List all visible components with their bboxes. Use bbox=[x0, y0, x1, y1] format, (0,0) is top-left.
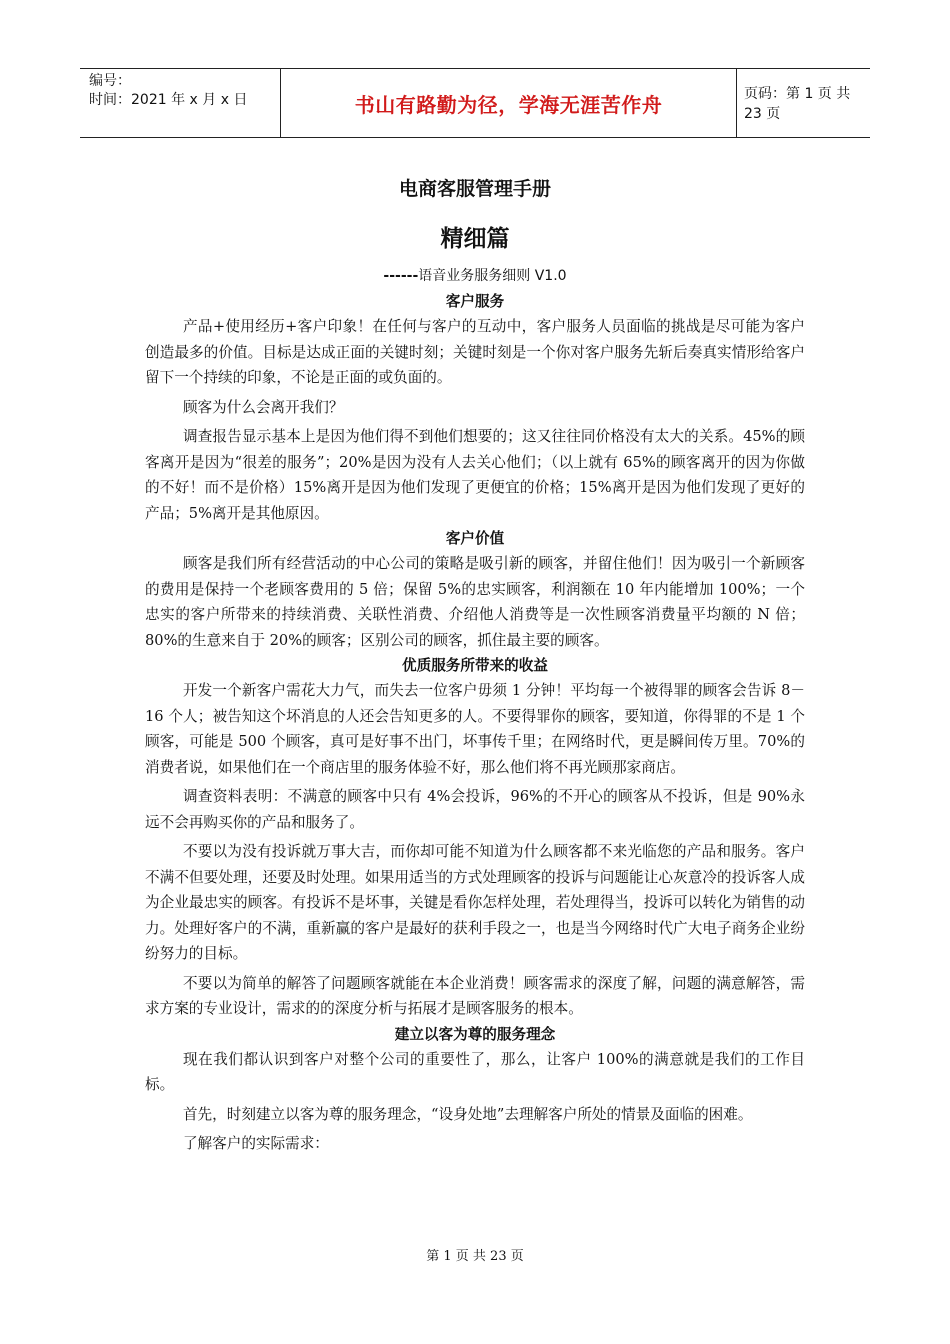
version-prefix: ------ bbox=[383, 268, 419, 284]
paragraph: 不要以为简单的解答了问题顾客就能在本企业消费！顾客需求的深度了解，问题的满意解答，需求方案的专业设计，需求的的深度分析与拓展才是顾客服务的根本。 bbox=[145, 974, 805, 1017]
document-subtitle: 精细篇 bbox=[440, 226, 510, 252]
section-heading-customer-value: 客户价值 bbox=[445, 530, 505, 547]
version-text: 语音业务服务细则 V1.0 bbox=[418, 268, 567, 284]
document-number-label: 编号： bbox=[89, 73, 131, 89]
page-footer: 第 1 页 共 23 页 bbox=[426, 1249, 524, 1264]
document-version-line bbox=[0, 265, 950, 285]
paragraph: 顾客为什么会离开我们？ bbox=[182, 398, 344, 416]
section-heading-customer-service: 客户服务 bbox=[445, 293, 505, 310]
section-heading-service-benefits: 优质服务所带来的收益 bbox=[402, 657, 548, 674]
paragraph: 了解客户的实际需求： bbox=[182, 1135, 329, 1152]
page-code-label: 页码：第 1 页 共 23 页 bbox=[744, 86, 851, 122]
motto-text: 书山有路勤为径，学海无涯苦作舟 bbox=[354, 92, 663, 117]
paragraph: 调查报告显示基本上是因为他们得不到他们想要的；这又往往同价格没有太大的关系。45%的顾客离开是因为“很差的服务”；20%是因为没有人去关心他们；（以上就有 65%的顾客离开的因为你做的不好！而不是价格）15%离开是因为他们发现了更便宜的价格；15%离开是因为他们发现了更好的产品；5%离开是其他原因。 bbox=[145, 428, 805, 522]
paragraph: 调查资料表明：不满意的顾客中只有 4%会投诉，96%的不开心的顾客从不投诉，但是 90%永远不会再购买你的产品和服务了。 bbox=[145, 788, 805, 831]
header-table bbox=[80, 68, 870, 138]
document-body bbox=[145, 289, 805, 1157]
paragraph: 首先，时刻建立以客为尊的服务理念，“设身处地”去理解客户所处的情景及面临的困难。 bbox=[182, 1105, 753, 1123]
paragraph: 开发一个新客户需花大力气，而失去一位客户毋须 1 分钟！平均每一个被得罪的顾客会告诉 8－16 个人；被告知这个坏消息的人还会告知更多的人。不要得罪你的顾客，要知道，你得罪的不是 1 个顾客，可能是 500 个顾客，真可是好事不出门，坏事传千里；在网络时代，更是瞬间传万里。70%的消费者说，如果他们在一个商店里的服务体验不好，那么他们将不再光顾那家商店。 bbox=[145, 682, 805, 776]
paragraph: 现在我们都认识到客户对整个公司的重要性了，那么，让客户 100%的满意就是我们的工作目标。 bbox=[145, 1050, 805, 1093]
section-heading-service-philosophy: 建立以客为尊的服务理念 bbox=[394, 1025, 556, 1043]
header-motto-cell bbox=[280, 69, 737, 137]
paragraph: 顾客是我们所有经营活动的中心公司的策略是吸引新的顾客，并留住他们！因为吸引一个新顾客的费用是保持一个老顾客费用的 5 倍；保留 5%的忠实顾客，利润额在 10 年内能增加 100%；一个忠实的客户所带来的持续消费、关联性消费、介绍他人消费等是一次性顾客消费量平均额的 N 倍；80%的生意来自于 20%的顾客；区别公司的顾客，抓住最主要的顾客。 bbox=[145, 555, 805, 649]
document-date-label: 时间：2021 年 x 月 x 日 bbox=[89, 92, 248, 108]
document-title: 电商客服管理手册 bbox=[398, 178, 551, 200]
header-page-cell bbox=[736, 69, 870, 137]
paragraph: 不要以为没有投诉就万事大吉，而你却可能不知道为什么顾客都不来光临您的产品和服务。客户不满不但要处理，还要及时处理。如果用适当的方式处理顾客的投诉与问题能让心灰意冷的投诉客人成为企业最忠实的顾客。有投诉不是坏事，关键是看你怎样处理，若处理得当，投诉可以转化为销售的动力。处理好客户的不满，重新赢的客户是最好的获利手段之一，也是当今网络时代广大电子商务企业纷纷努力的目标。 bbox=[145, 843, 805, 962]
header-meta-cell bbox=[80, 69, 280, 137]
paragraph: 产品+使用经历+客户印象！在任何与客户的互动中，客户服务人员面临的挑战是尽可能为客户创造最多的价值。目标是达成正面的关键时刻；关键时刻是一个你对客户服务先斩后奏真实情形给客户留下一个持续的印象，不论是正面的或负面的。 bbox=[145, 318, 805, 386]
